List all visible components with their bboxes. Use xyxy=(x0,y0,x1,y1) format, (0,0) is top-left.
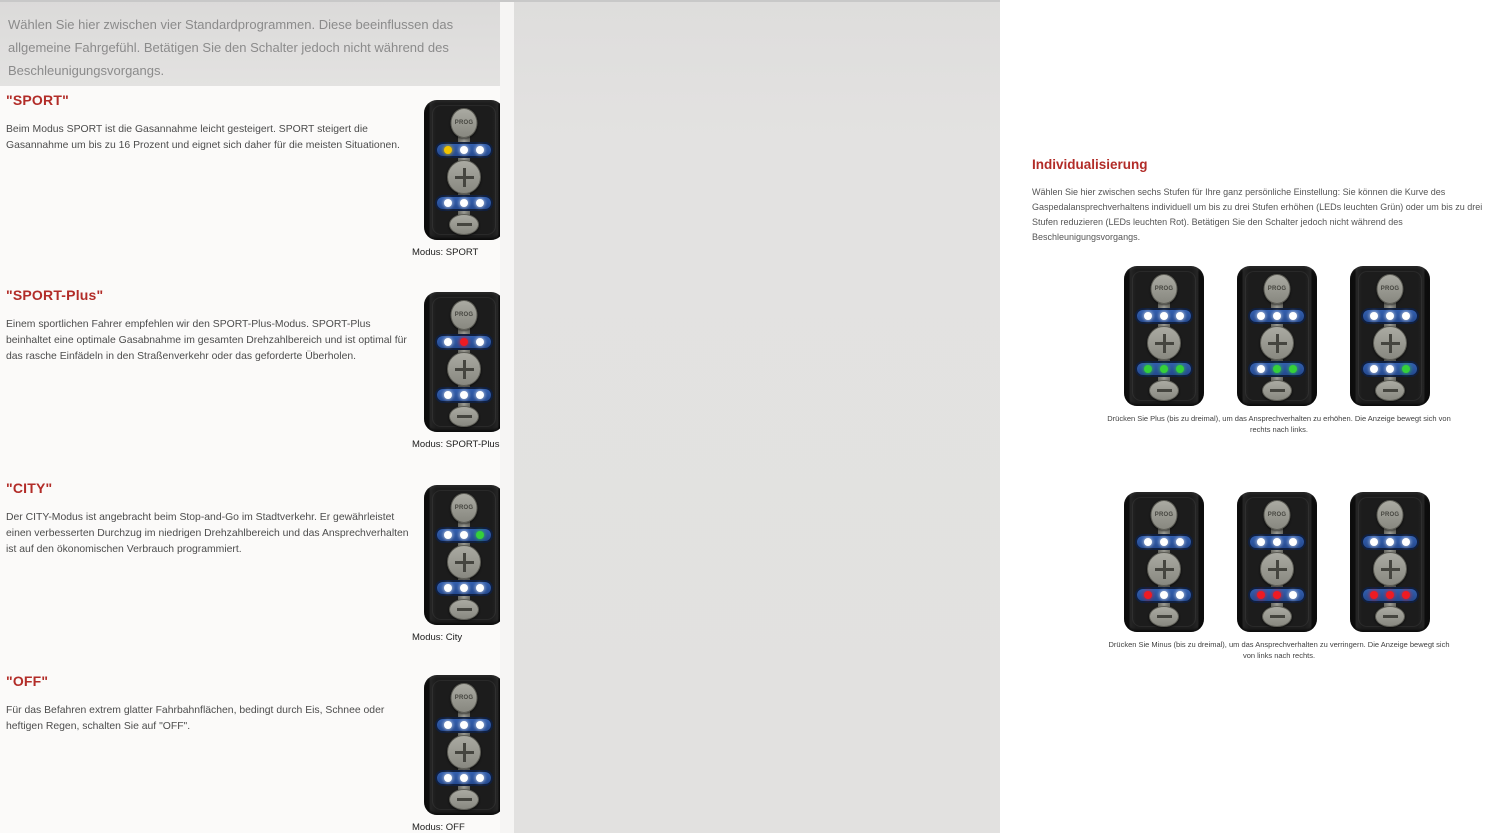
bottom-led-bar xyxy=(1135,587,1193,603)
green-led xyxy=(476,531,484,539)
green-led xyxy=(1402,365,1410,373)
bottom-led-bar xyxy=(1135,361,1193,377)
pedalbox-device-minus-2 xyxy=(1237,492,1317,632)
minus-icon xyxy=(1157,389,1172,392)
minus-icon xyxy=(1270,389,1285,392)
white-led xyxy=(444,531,452,539)
red-led xyxy=(1257,591,1265,599)
plus-button xyxy=(1260,552,1294,586)
green-led xyxy=(1144,365,1152,373)
white-led xyxy=(460,391,468,399)
plus-icon xyxy=(1155,560,1174,579)
top-led-bar xyxy=(1135,534,1193,550)
pedalbox-device-image xyxy=(424,100,504,240)
white-led xyxy=(1176,591,1184,599)
white-led xyxy=(1370,312,1378,320)
red-led xyxy=(1370,591,1378,599)
plus-button xyxy=(1147,326,1181,360)
white-led xyxy=(444,774,452,782)
individualization-body: Wählen Sie hier zwischen sechs Stufen für Ihre ganz persönliche Einstellung: Sie können die Kurve des Gaspedalansprechverhaltens individuell um bis zu drei Stufen erhöhen (LEDs leuchten Grün) oder um bis zu drei Stufen reduzieren (LEDs leuchten Rot). Betätigen Sie den Schalter jedoch nicht während des Beschleunigungsvorgangs. xyxy=(1032,187,1483,242)
mode-body-city: Der CITY-Modus ist angebracht beim Stop-and-Go im Stadtverkehr. Er gewährleistet einen verbesserten Durchzug im niedrigen Drehzahlbereich und das Ansprechverhalten ist auf den ökonomischen Verbrauch programmiert. xyxy=(6,512,409,555)
plus-icon xyxy=(455,553,474,572)
pedalbox-device-city xyxy=(424,485,512,625)
white-led xyxy=(460,531,468,539)
white-led xyxy=(1273,538,1281,546)
pedalbox-device-image xyxy=(1124,266,1204,406)
plus-button xyxy=(447,545,481,579)
yellow-led xyxy=(444,146,452,154)
red-led xyxy=(1144,591,1152,599)
pedalbox-device-off xyxy=(424,675,512,815)
white-led xyxy=(1273,312,1281,320)
plus-icon xyxy=(1155,334,1174,353)
green-led xyxy=(1160,365,1168,373)
plus-levels-row xyxy=(1124,266,1430,406)
white-led xyxy=(1160,538,1168,546)
pedalbox-device-image xyxy=(424,675,504,815)
intro-note: Wählen Sie hier zwischen vier Standardprogrammen. Diese beeinflussen das allgemeine Fahrgefühl. Betätigen Sie den Schalter jedoch nicht während des Beschleunigungsvorgangs. xyxy=(0,0,500,86)
white-led xyxy=(1144,312,1152,320)
plus-icon xyxy=(1268,334,1287,353)
minus-button xyxy=(449,214,479,235)
white-led xyxy=(476,584,484,592)
white-led xyxy=(444,391,452,399)
white-led xyxy=(460,774,468,782)
prog-button: PROG xyxy=(1264,500,1291,530)
prog-button: PROG xyxy=(451,108,478,138)
white-led xyxy=(444,584,452,592)
pedalbox-device-plus-3 xyxy=(1124,266,1204,406)
plus-icon xyxy=(1381,334,1400,353)
individualization-panel xyxy=(514,0,1483,833)
minus-icon xyxy=(457,798,472,801)
white-led xyxy=(1386,312,1394,320)
plus-button xyxy=(1147,552,1181,586)
pedalbox-device-minus-1 xyxy=(1124,492,1204,632)
plus-button xyxy=(447,160,481,194)
mode-section-off xyxy=(6,673,410,735)
bottom-led-bar xyxy=(435,195,493,211)
top-led-bar xyxy=(1361,534,1419,550)
mode-caption-city: Modus: City xyxy=(412,632,463,643)
minus-button xyxy=(449,406,479,427)
mode-figure-city xyxy=(412,485,512,643)
white-led xyxy=(1257,312,1265,320)
minus-icon xyxy=(457,415,472,418)
mode-body-off: Für das Befahren extrem glatter Fahrbahnflächen, bedingt durch Eis, Schnee oder heftigen Regen, schalten Sie auf "OFF". xyxy=(6,705,385,732)
standard-programs-panel xyxy=(0,0,500,833)
prog-button: PROG xyxy=(451,683,478,713)
plus-button xyxy=(1260,326,1294,360)
green-led xyxy=(1176,365,1184,373)
plus-button xyxy=(1373,552,1407,586)
bottom-led-bar xyxy=(435,770,493,786)
minus-button xyxy=(1149,606,1179,627)
prog-button: PROG xyxy=(1151,500,1178,530)
white-led xyxy=(476,199,484,207)
white-led xyxy=(1402,312,1410,320)
bottom-led-bar xyxy=(1361,361,1419,377)
plus-icon xyxy=(455,743,474,762)
mode-body-sport: Beim Modus SPORT ist die Gasannahme leicht gesteigert. SPORT steigert die Gasannahme um bis zu 16 Prozent und eignet sich daher für die meisten Situationen. xyxy=(6,124,400,151)
white-led xyxy=(1370,538,1378,546)
minus-row-caption: Drücken Sie Minus (bis zu dreimal), um das Ansprechverhalten zu verringern. Die Anzeige bewegt sich von links nach rechts. xyxy=(1108,640,1450,660)
pedalbox-device-sport-plus xyxy=(424,292,512,432)
mode-heading-sport: "SPORT" xyxy=(6,92,69,108)
pedalbox-device-sport xyxy=(424,100,512,240)
white-led xyxy=(460,146,468,154)
red-led xyxy=(1273,591,1281,599)
bottom-led-bar xyxy=(1248,587,1306,603)
white-led xyxy=(476,774,484,782)
plus-button xyxy=(447,352,481,386)
minus-icon xyxy=(457,608,472,611)
red-led xyxy=(460,338,468,346)
plus-icon xyxy=(455,360,474,379)
top-led-bar xyxy=(435,142,493,158)
mode-figure-sport xyxy=(412,100,512,258)
white-led xyxy=(1144,538,1152,546)
minus-button xyxy=(449,789,479,810)
pedalbox-device-image xyxy=(1350,492,1430,632)
top-led-bar xyxy=(435,527,493,543)
white-led xyxy=(460,199,468,207)
pedalbox-device-image xyxy=(424,292,504,432)
pedalbox-device-minus-3 xyxy=(1350,492,1430,632)
plus-button xyxy=(1373,326,1407,360)
white-led xyxy=(1176,538,1184,546)
white-led xyxy=(1160,591,1168,599)
plus-icon xyxy=(1381,560,1400,579)
white-led xyxy=(460,584,468,592)
white-led xyxy=(444,721,452,729)
white-led xyxy=(476,146,484,154)
mode-caption-off: Modus: OFF xyxy=(412,822,465,833)
pedalbox-device-image xyxy=(424,485,504,625)
top-led-bar xyxy=(1248,534,1306,550)
prog-button: PROG xyxy=(1264,274,1291,304)
green-led xyxy=(1289,365,1297,373)
prog-button: PROG xyxy=(451,300,478,330)
pedalbox-device-image xyxy=(1124,492,1204,632)
mode-heading-sport-plus: "SPORT-Plus" xyxy=(6,287,104,303)
mode-figure-off xyxy=(412,675,512,833)
plus-icon xyxy=(455,168,474,187)
minus-levels-row xyxy=(1124,492,1430,632)
white-led xyxy=(444,338,452,346)
white-led xyxy=(1370,365,1378,373)
white-led xyxy=(476,391,484,399)
red-led xyxy=(1386,591,1394,599)
prog-button: PROG xyxy=(1377,500,1404,530)
mode-body-sport-plus: Einem sportlichen Fahrer empfehlen wir den SPORT-Plus-Modus. SPORT-Plus beinhaltet eine optimale Gasabnahme im gesamten Drehzahlbereich und ist optimal für das rasche Einfädeln in den Straßenverkehr oder das geforderte Überholen. xyxy=(6,319,407,362)
white-led xyxy=(1289,538,1297,546)
white-led xyxy=(1402,538,1410,546)
red-led xyxy=(1402,591,1410,599)
prog-button: PROG xyxy=(1377,274,1404,304)
mode-heading-off: "OFF" xyxy=(6,673,49,689)
pedalbox-device-image xyxy=(1350,266,1430,406)
mode-caption-sport-plus: Modus: SPORT-Plus xyxy=(412,439,500,450)
minus-button xyxy=(1375,380,1405,401)
pedalbox-device-image xyxy=(1237,266,1317,406)
white-led xyxy=(1257,365,1265,373)
plus-row-caption: Drücken Sie Plus (bis zu dreimal), um das Ansprechverhalten zu erhöhen. Die Anzeige bewegt sich von rechts nach links. xyxy=(1107,414,1451,434)
white-led xyxy=(460,721,468,729)
mode-caption-sport: Modus: SPORT xyxy=(412,247,479,258)
mode-heading-city: "CITY" xyxy=(6,480,53,496)
top-led-bar xyxy=(1135,308,1193,324)
minus-button xyxy=(1375,606,1405,627)
white-led xyxy=(1257,538,1265,546)
top-led-bar xyxy=(435,334,493,350)
mode-section-city xyxy=(6,480,410,558)
bottom-led-bar xyxy=(1248,361,1306,377)
plus-button xyxy=(447,735,481,769)
white-led xyxy=(1176,312,1184,320)
white-led xyxy=(1386,365,1394,373)
minus-icon xyxy=(1157,615,1172,618)
white-led xyxy=(1289,591,1297,599)
pedalbox-device-image xyxy=(1237,492,1317,632)
mode-section-sport xyxy=(6,92,410,154)
minus-button xyxy=(1149,380,1179,401)
mode-figure-sport-plus xyxy=(412,292,512,450)
white-led xyxy=(476,338,484,346)
minus-button xyxy=(449,599,479,620)
minus-icon xyxy=(1383,615,1398,618)
minus-button xyxy=(1262,380,1292,401)
minus-icon xyxy=(1383,389,1398,392)
white-led xyxy=(444,199,452,207)
minus-icon xyxy=(1270,615,1285,618)
prog-button: PROG xyxy=(451,493,478,523)
bottom-led-bar xyxy=(435,580,493,596)
minus-button xyxy=(1262,606,1292,627)
prog-button: PROG xyxy=(1151,274,1178,304)
white-led xyxy=(476,721,484,729)
top-led-bar xyxy=(1248,308,1306,324)
white-led xyxy=(1386,538,1394,546)
top-led-bar xyxy=(1361,308,1419,324)
individualization-heading: Individualisierung xyxy=(1032,157,1148,172)
bottom-led-bar xyxy=(1361,587,1419,603)
bottom-led-bar xyxy=(435,387,493,403)
white-led xyxy=(1289,312,1297,320)
pedalbox-device-plus-2 xyxy=(1237,266,1317,406)
minus-icon xyxy=(457,223,472,226)
plus-icon xyxy=(1268,560,1287,579)
mode-section-sport-plus xyxy=(6,287,410,365)
column-divider xyxy=(500,0,514,833)
white-led xyxy=(1160,312,1168,320)
top-led-bar xyxy=(435,717,493,733)
pedalbox-device-plus-1 xyxy=(1350,266,1430,406)
green-led xyxy=(1273,365,1281,373)
